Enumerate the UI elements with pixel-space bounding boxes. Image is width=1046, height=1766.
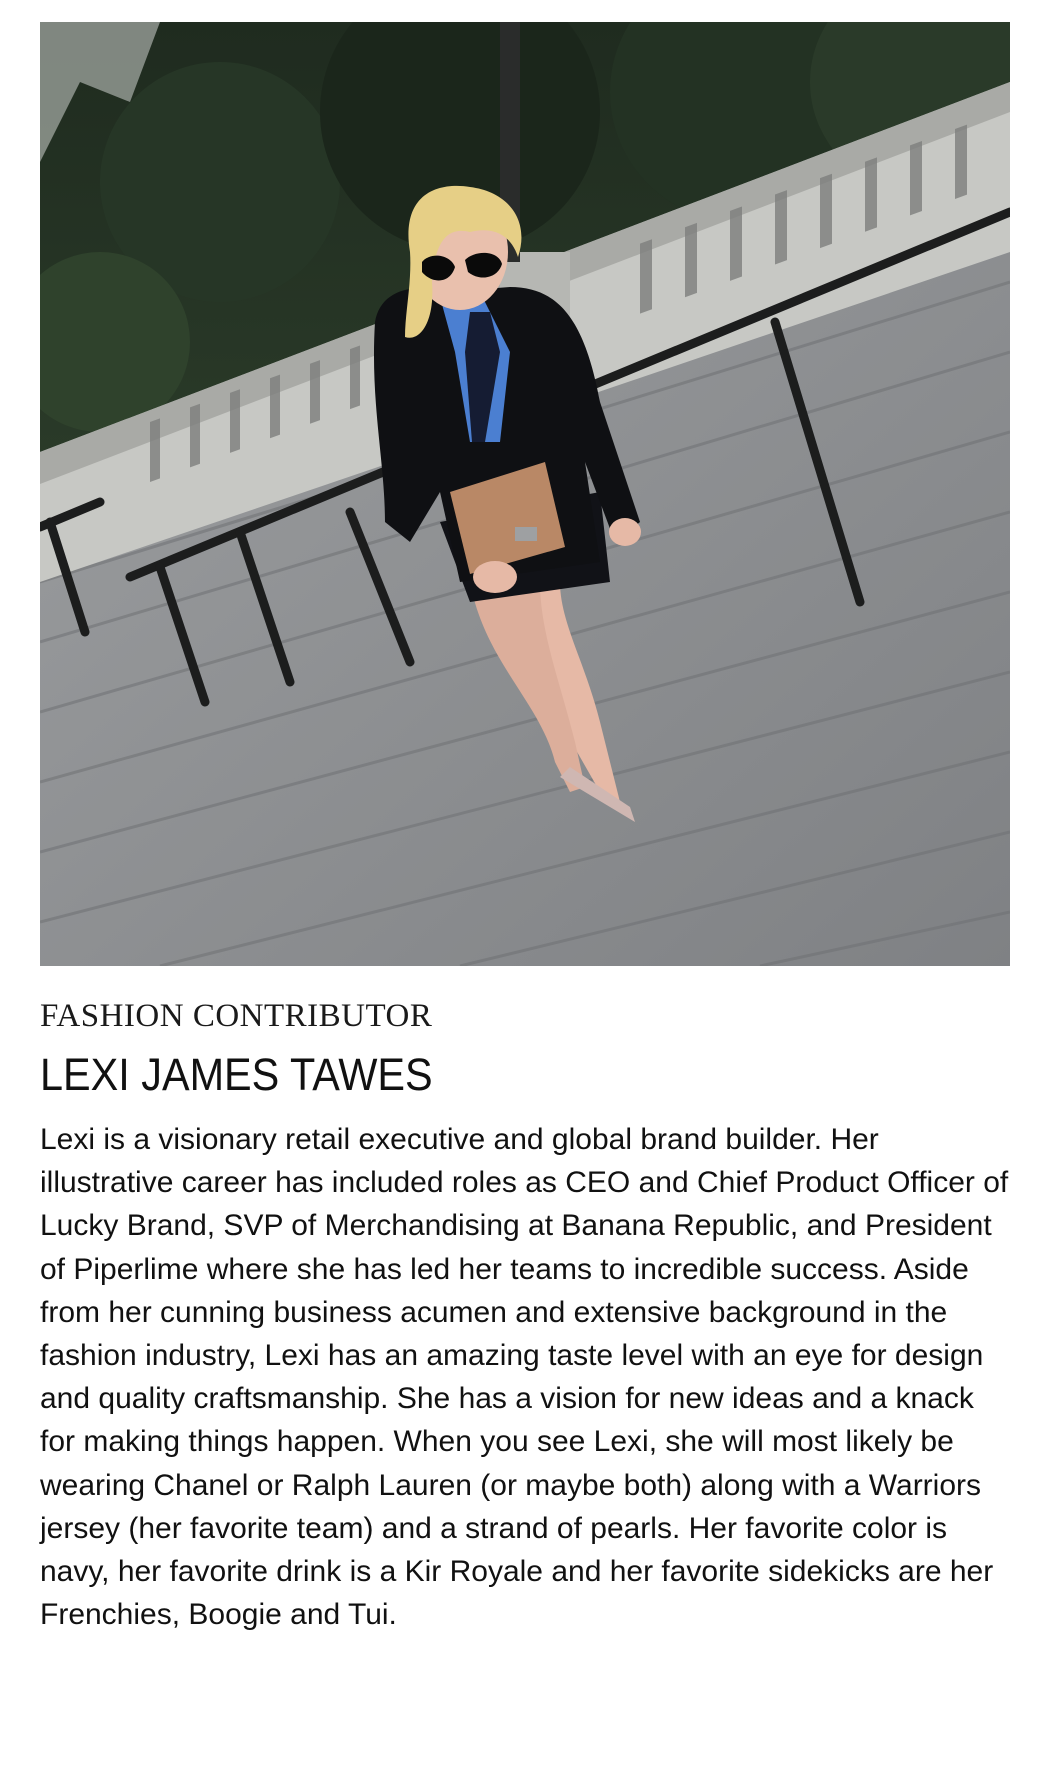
contributor-role: FASHION CONTRIBUTOR [40,998,433,1034]
contributor-card [40,22,1010,1636]
contributor-bio: Lexi is a visionary retail executive and global brand builder. Her illustrative career has included roles as CEO and Chief Product Officer of Lucky Brand, SVP of Merchandising at Banana Republic, and President of Piperlime where she has led her teams to incredible success. Aside from her cunning business acumen and extensive background in the fashion industry, Lexi has an amazing taste level with an eye for design and quality craftsmanship. She has a vision for new ideas and a knack for making things happen. When you see Lexi, she will most likely be wearing Chanel or Ralph Lauren (or maybe both) along with a Warriors jersey (her favorite team) and a strand of pearls. Her favorite color is navy, her favorite drink is a Kir Royale and her favorite sidekicks are her Frenchies, Boogie and Tui. [40,1123,1009,1632]
contributor-name: LEXI JAMES TAWES [40,1049,433,1100]
photo-illustration [40,22,1010,966]
contributor-photo [40,22,1010,966]
